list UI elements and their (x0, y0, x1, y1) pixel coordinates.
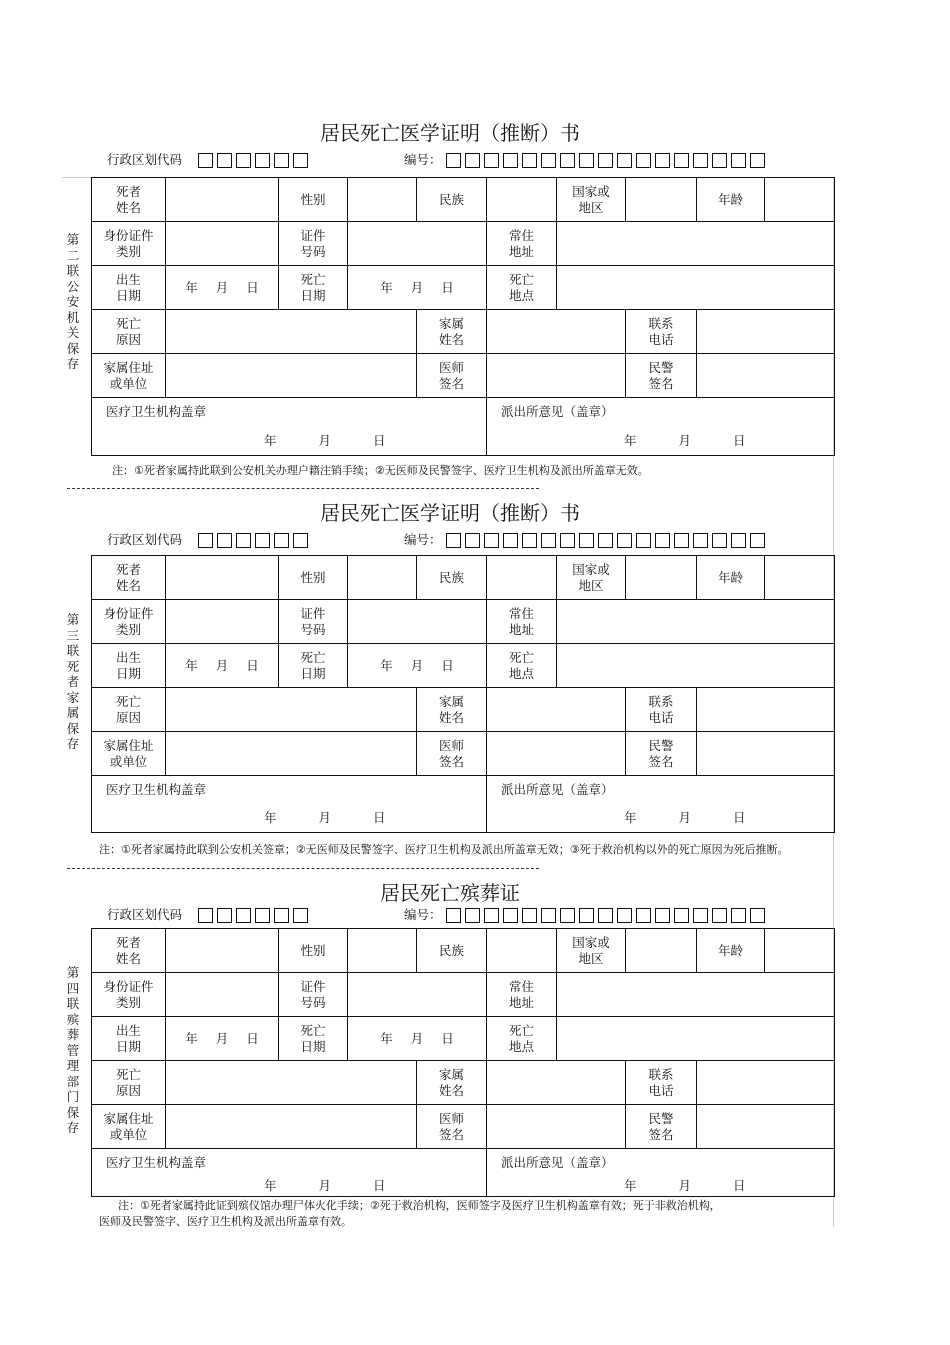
ethnicity-field[interactable] (487, 556, 557, 600)
ethnicity-field[interactable] (487, 178, 557, 222)
id-type-label: 身份证件 类别 (92, 600, 166, 644)
family-name-label: 家属 姓名 (417, 1061, 487, 1105)
phone-field[interactable] (697, 1061, 835, 1105)
medical-seal-label: 医疗卫生机构盖章 (106, 404, 207, 419)
copy-label: 第四联 殡葬管理部门保存 (66, 965, 80, 1135)
police-station-date: 年 月 日 (624, 1178, 746, 1193)
police-station-cell[interactable] (487, 776, 835, 833)
form-title: 居民死亡医学证明（推断）书 (320, 501, 580, 525)
doctor-sign-label: 医师 签名 (417, 1105, 487, 1149)
death-cause-field[interactable] (166, 688, 417, 732)
family-address-field[interactable] (166, 354, 417, 398)
police-sign-label: 民警 签名 (626, 732, 697, 776)
medical-seal-date: 年 月 日 (264, 1178, 386, 1193)
doctor-sign-label: 医师 签名 (417, 354, 487, 398)
residence-label: 常住 地址 (487, 222, 557, 266)
death-place-label: 死亡 地点 (487, 1017, 557, 1061)
sex-label: 性别 (279, 178, 348, 222)
death-cause-label: 死亡 原因 (92, 310, 166, 354)
death-certificate-table (91, 177, 835, 456)
note-continued: 医师及民警签字、医疗卫生机构及派出所盖章有效。 (99, 1215, 352, 1228)
family-name-label: 家属 姓名 (417, 310, 487, 354)
police-sign-label: 民警 签名 (626, 354, 697, 398)
deceased-name-field[interactable] (166, 178, 279, 222)
doctor-sign-label: 医师 签名 (417, 732, 487, 776)
police-station-date: 年 月 日 (624, 810, 746, 825)
birth-date-label: 出生 日期 (92, 1017, 166, 1061)
death-place-label: 死亡 地点 (487, 266, 557, 310)
deceased-name-label: 死者 姓名 (92, 556, 166, 600)
note: 注：①死者家属持此证到殡仪馆办理尸体火化手续；②死于救治机构，医师签字及医疗卫生机构盖章有效；死于非救治机构， (118, 1199, 721, 1212)
death-cause-label: 死亡 原因 (92, 688, 166, 732)
police-sign-field[interactable] (697, 354, 835, 398)
police-sign-field[interactable] (697, 732, 835, 776)
death-cause-field[interactable] (166, 310, 417, 354)
admin-code-boxes[interactable] (198, 907, 312, 922)
phone-label: 联系 电话 (626, 1061, 697, 1105)
family-address-field[interactable] (166, 732, 417, 776)
medical-seal-cell[interactable] (92, 1149, 487, 1197)
birth-date-label: 出生 日期 (92, 266, 166, 310)
sex-field[interactable] (348, 929, 417, 973)
tear-line (67, 868, 539, 869)
death-date-label: 死亡 日期 (279, 266, 348, 310)
family-name-label: 家属 姓名 (417, 688, 487, 732)
admin-code-line (107, 150, 312, 168)
serial-number-line (404, 150, 769, 168)
death-cause-field[interactable] (166, 1061, 417, 1105)
age-field[interactable] (765, 556, 835, 600)
id-type-field[interactable] (166, 600, 279, 644)
death-place-field[interactable] (557, 644, 835, 688)
form-title: 居民死亡医学证明（推断）书 (320, 121, 580, 145)
police-sign-label: 民警 签名 (626, 1105, 697, 1149)
country-field[interactable] (626, 556, 697, 600)
death-date-label: 死亡 日期 (279, 1017, 348, 1061)
death-certificate-table (91, 555, 835, 833)
sex-label: 性别 (279, 556, 348, 600)
death-place-field[interactable] (557, 266, 835, 310)
note: 注：①死者家属持此联到公安机关办理户籍注销手续；②无医师及民警签字、医疗卫生机构及派出所盖章无效。 (112, 464, 649, 477)
medical-seal-date: 年 月 日 (264, 810, 386, 825)
age-label: 年龄 (697, 556, 765, 600)
id-number-field[interactable] (348, 973, 487, 1017)
id-type-field[interactable] (166, 973, 279, 1017)
residence-field[interactable] (557, 222, 835, 266)
deceased-name-label: 死者 姓名 (92, 178, 166, 222)
residence-field[interactable] (557, 973, 835, 1017)
family-address-label: 家属住址 或单位 (92, 1105, 166, 1149)
country-field[interactable] (626, 178, 697, 222)
admin-code-boxes[interactable] (198, 152, 312, 167)
deceased-name-label: 死者 姓名 (92, 929, 166, 973)
serial-number-line (404, 530, 769, 548)
birth-date-field[interactable]: 年 月 日 (166, 1017, 279, 1061)
phone-label: 联系 电话 (626, 310, 697, 354)
medical-seal-cell[interactable] (92, 398, 487, 456)
serial-number-boxes[interactable] (446, 152, 769, 167)
death-cause-label: 死亡 原因 (92, 1061, 166, 1105)
id-number-label: 证件 号码 (279, 600, 348, 644)
birth-date-label: 出生 日期 (92, 644, 166, 688)
ethnicity-label: 民族 (417, 178, 487, 222)
death-place-label: 死亡 地点 (487, 644, 557, 688)
age-field[interactable] (765, 178, 835, 222)
ethnicity-label: 民族 (417, 556, 487, 600)
serial-label: 编号： (404, 532, 442, 547)
sex-field[interactable] (348, 178, 417, 222)
medical-seal-label: 医疗卫生机构盖章 (106, 782, 207, 797)
funeral-certificate-table (91, 928, 835, 1197)
death-date-field[interactable]: 年 月 日 (348, 1017, 487, 1061)
ethnicity-field[interactable] (487, 929, 557, 973)
admin-code-label: 行政区划代码 (107, 152, 183, 167)
id-number-field[interactable] (348, 600, 487, 644)
id-type-label: 身份证件 类别 (92, 222, 166, 266)
copy-label: 第二联 公安机关保存 (66, 232, 80, 371)
family-name-field[interactable] (487, 310, 626, 354)
admin-code-label: 行政区划代码 (107, 907, 183, 922)
country-label: 国家或 地区 (557, 178, 626, 222)
medical-seal-date: 年 月 日 (264, 433, 386, 448)
phone-field[interactable] (697, 688, 835, 732)
sex-field[interactable] (348, 556, 417, 600)
phone-field[interactable] (697, 310, 835, 354)
note: 注：①死者家属持此联到公安机关签章；②无医师及民警签字、医疗卫生机构及派出所盖章无效；③死于救治机构以外的死亡原因为死后推断。 (99, 843, 789, 856)
age-label: 年龄 (697, 929, 765, 973)
serial-label: 编号： (404, 907, 442, 922)
police-station-cell[interactable] (487, 1149, 835, 1197)
death-date-field[interactable]: 年 月 日 (348, 644, 487, 688)
death-date-label: 死亡 日期 (279, 644, 348, 688)
id-type-label: 身份证件 类别 (92, 973, 166, 1017)
doctor-sign-field[interactable] (487, 354, 626, 398)
phone-label: 联系 电话 (626, 688, 697, 732)
residence-label: 常住 地址 (487, 973, 557, 1017)
country-label: 国家或 地区 (557, 556, 626, 600)
death-date-field[interactable]: 年 月 日 (348, 266, 487, 310)
ethnicity-label: 民族 (417, 929, 487, 973)
tear-line (67, 488, 539, 489)
id-number-label: 证件 号码 (279, 973, 348, 1017)
police-station-label: 派出所意见（盖章） (501, 404, 614, 419)
admin-code-line (107, 905, 312, 923)
age-field[interactable] (765, 929, 835, 973)
police-sign-field[interactable] (697, 1105, 835, 1149)
birth-date-field[interactable]: 年 月 日 (166, 266, 279, 310)
residence-field[interactable] (557, 600, 835, 644)
family-address-label: 家属住址 或单位 (92, 354, 166, 398)
death-place-field[interactable] (557, 1017, 835, 1061)
serial-number-line (404, 905, 769, 923)
form-title: 居民死亡殡葬证 (380, 881, 520, 905)
country-label: 国家或 地区 (557, 929, 626, 973)
deceased-name-field[interactable] (166, 556, 279, 600)
admin-code-label: 行政区划代码 (107, 532, 183, 547)
family-address-label: 家属住址 或单位 (92, 732, 166, 776)
family-name-field[interactable] (487, 1061, 626, 1105)
birth-date-field[interactable]: 年 月 日 (166, 644, 279, 688)
country-field[interactable] (626, 929, 697, 973)
admin-code-boxes[interactable] (198, 532, 312, 547)
serial-number-boxes[interactable] (446, 907, 769, 922)
residence-label: 常住 地址 (487, 600, 557, 644)
serial-number-boxes[interactable] (446, 532, 769, 547)
family-name-field[interactable] (487, 688, 626, 732)
id-number-label: 证件 号码 (279, 222, 348, 266)
id-number-field[interactable] (348, 222, 487, 266)
police-station-label: 派出所意见（盖章） (501, 782, 614, 797)
doctor-sign-field[interactable] (487, 1105, 626, 1149)
admin-code-line (107, 530, 312, 548)
medical-seal-label: 医疗卫生机构盖章 (106, 1155, 207, 1170)
deceased-name-field[interactable] (166, 929, 279, 973)
age-label: 年龄 (697, 178, 765, 222)
sex-label: 性别 (279, 929, 348, 973)
medical-seal-cell[interactable] (92, 776, 487, 833)
id-type-field[interactable] (166, 222, 279, 266)
police-station-date: 年 月 日 (624, 433, 746, 448)
police-station-cell[interactable] (487, 398, 835, 456)
family-address-field[interactable] (166, 1105, 417, 1149)
serial-label: 编号： (404, 152, 442, 167)
doctor-sign-field[interactable] (487, 732, 626, 776)
copy-label: 第三联 死者家属保存 (66, 612, 80, 751)
police-station-label: 派出所意见（盖章） (501, 1155, 614, 1170)
